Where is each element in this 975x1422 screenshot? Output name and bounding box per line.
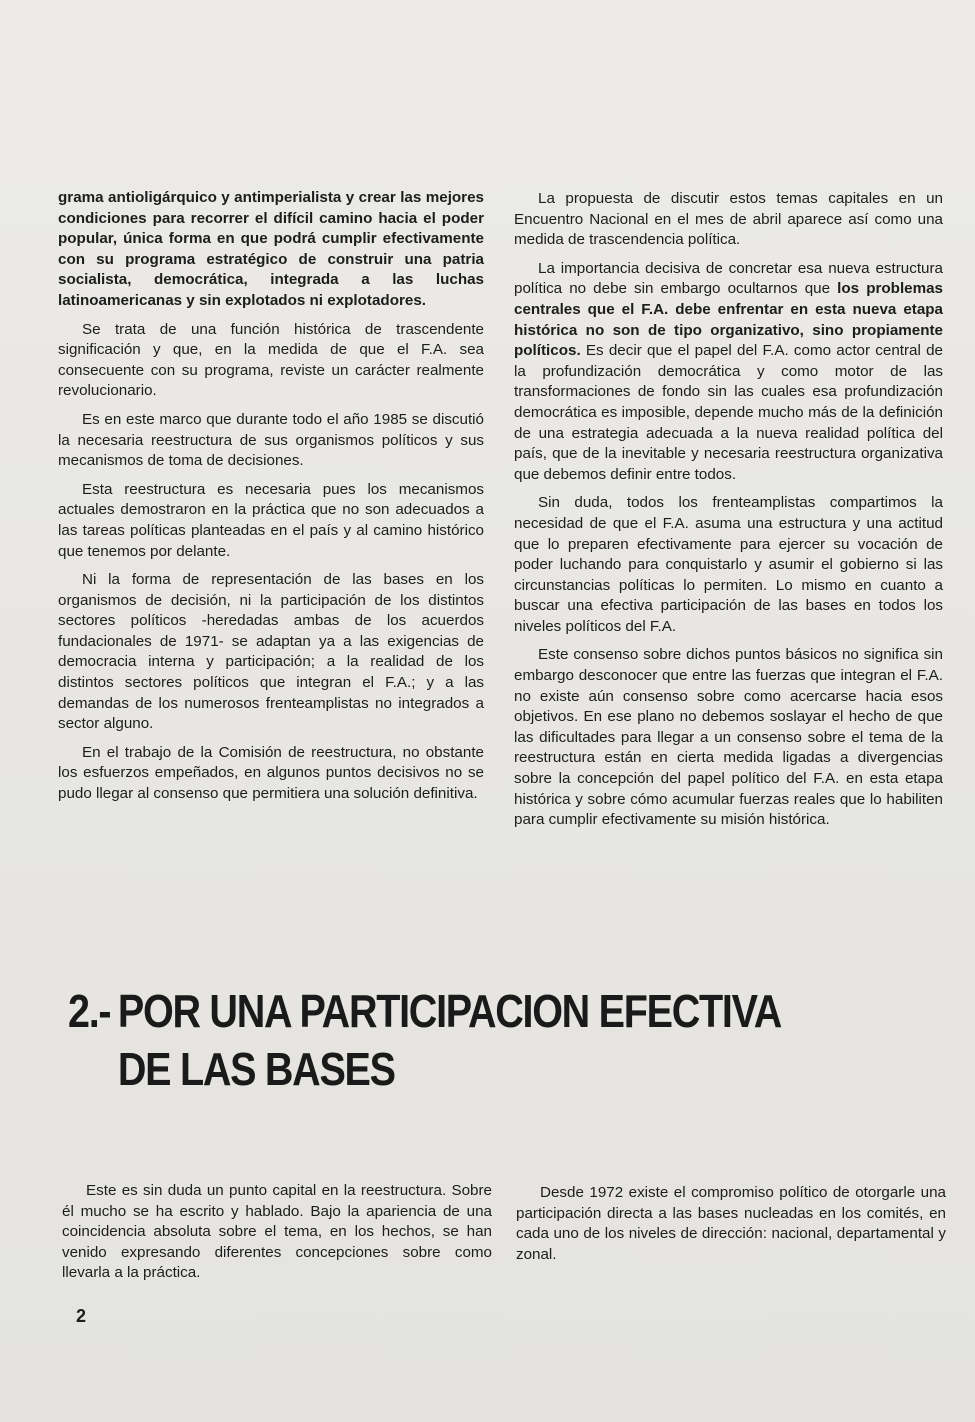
paragraph-program-continuation: grama antioligárquico y antimperialista y crear las mejores condiciones para recorrer el difícil camino hacia el poder popular, única forma en que podrá cumplir efectivamente con su programa estratégico de construir una patria socialista, democrática, integrada a las luchas latinoamericanas y sin explotados ni explotadores. <box>58 189 484 309</box>
text-segment: La importancia decisiva de concretar esa nueva estructura política no debe sin embargo ocultarnos que <box>514 259 943 298</box>
paragraph-representation: Ni la forma de representación de las bases en los organismos de decisión, ni la participación de los distintos sectores políticos -heredadas ambas de los acuerdos fundacionales de 1971- se adaptan ya a las exigencias de democracia interna y participación; a la realidad de los distintos sectores políticos que integran el F.A.; y a las demandas de los numerosos frenteamplistas no integrados a sector alguno. <box>58 571 484 733</box>
right-column-bottom <box>516 1183 946 1273</box>
section-title-line-1: POR UNA PARTICIPACION EFECTIVA <box>117 985 782 1037</box>
paragraph-commission-work: En el trabajo de la Comisión de reestructura, no obstante los esfuerzos empeñados, en algunos puntos decisivos no se pudo llegar al consenso que permitiera una solución definitiva. <box>58 743 484 803</box>
page-number: 2 <box>76 1306 87 1326</box>
paragraph-consensus: Este consenso sobre dichos puntos básicos no significa sin embargo desconocer que entre las fuerzas que integran el F.A. no existe aún consenso sobre como acercarse hacia esos objetivos. En ese plano no debemos soslayar el hecho de que las dificultades para llegar a un consenso sobre el tema de la reestructura están en cierta medida ligadas a divergencias sobre la concepción del papel político del F.A. en esta etapa histórica y sobre cómo acumular fuerzas reales que lo habiliten para cumplir efectivamente su misión histórica. <box>514 646 943 829</box>
text-segment: Es decir que el papel del F.A. como actor central de la profundización democrática y como motor de las transformaciones de fondo sin las cuales esa profundización democrática es imposible, depende mucho más de la definición de una estrategia adecuada a la nueva realidad política del país, que de la inevitable y necesaria reestructura organizativa que debemos definir entre todos. <box>514 342 943 483</box>
paragraph-since-1972: Desde 1972 existe el compromiso político de otorgarle una participación directa a las bases nucleadas en los comités, en cada uno de los niveles de dirección: nacional, departamental y zonal. <box>516 1184 946 1263</box>
paragraph-capital-point: Este es sin duda un punto capital en la reestructura. Sobre él mucho se ha escrito y hablado. Bajo la apariencia de una coincidencia absoluta sobre el tema, en los hechos, se han venido expresando diferentes concepciones sobre como llevarla a la práctica. <box>62 1182 492 1282</box>
bold-emphasis: los problemas centrales que el F.A. debe enfrentar en esta nueva etapa histórica no son de tipo organizativo, sino propiamente políticos. <box>514 280 944 360</box>
left-column-bottom <box>62 1181 492 1292</box>
right-column-top <box>514 189 943 839</box>
paragraph-1985-discussion: Es en este marco que durante todo el año 1985 se discutió la necesaria reestructura de sus organismos políticos y sus mecanismos de toma de decisiones. <box>58 410 484 470</box>
paragraph-shared-need: Sin duda, todos los frenteamplistas compartimos la necesidad de que el F.A. asuma una estructura y una actitud que lo preparen efectivamente para ejercer su vocación de poder luchando para conquistarlo y asumir el gobierno si las circunstancias políticas lo permiten. Lo mismo en cuanto a buscar una efectiva participación de las bases en todos los niveles políticos del F.A. <box>514 494 943 635</box>
paragraph-historic-function: Se trata de una función histórica de trascendente significación y que, en la medida de que el F.A. sea consecuente con su programa, reviste un carácter realmente revolucionario. <box>58 320 484 400</box>
section-number: 2.- <box>68 985 111 1037</box>
section-heading <box>68 982 808 1098</box>
paragraph-national-meeting: La propuesta de discutir estos temas capitales en un Encuentro Nacional en el mes de abril aparece así como una medida de trascendencia política. <box>514 190 943 249</box>
paragraph-decisive-importance <box>514 259 943 486</box>
section-title-line-2: DE LAS BASES <box>117 1043 395 1095</box>
left-column-top <box>58 188 484 813</box>
paragraph-restructure-necessary: Esta reestructura es necesaria pues los mecanismos actuales demostraron en la práctica que no son adecuados a las tareas políticas planteadas en el país y al camino histórico que tenemos por delante. <box>58 480 484 560</box>
